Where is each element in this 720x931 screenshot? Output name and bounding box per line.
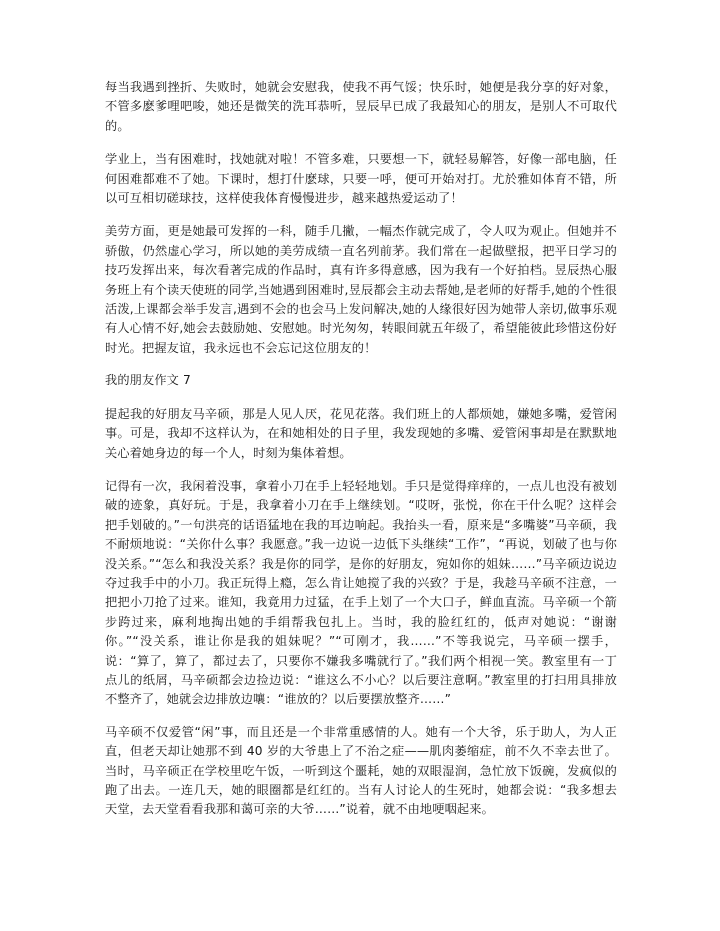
document-body <box>105 78 617 835</box>
paragraph-studies-sports: 学业上，当有困难时，找她就对啦！不管多难，只要想一下，就轻易解答，好像一部电脑，任何困难都难不了她。下课时，想打什麽球，只要一呼，便可开始对打。尤於雅如体育不错，所以可互相切磋球技，这样使我体育慢慢进步，越来越热爱运动了！ <box>105 152 617 206</box>
paragraph-friend-comfort: 每当我遇到挫折、失败时，她就会安慰我，使我不再气馁；快乐时，她便是我分享的好对象，不管多麽爹哩吧唆，她还是微笑的洗耳恭听，昱辰早已成了我最知心的朋友，是别人不可取代的。 <box>105 80 617 133</box>
paragraph-intro-ma-xinshuo: 提起我的好朋友马辛硕，那是人见人厌，花见花落。我们班上的人都烦她，嫌她多嘴，爱管闲事。可是，我却不这样认为，在和她相处的日子里，我发现她的多嘴、爱管闲事却是在默默地关心着她身边的每一个人，时刻为集体着想。 <box>105 406 617 460</box>
paragraph-uncle-story: 马辛硕不仅爱管“闲”事，而且还是一个非常重感情的人。她有一个大爷，乐于助人，为人正直，但老天却让她那不到 40 岁的大爷患上了不治之症——肌肉萎缩症，前不久不幸去世了。当时，马辛硕正在学校里吃午饭，一听到这个噩耗，她的双眼湿润，急忙放下饭碗，发疯似的跑了出去。一连几天，她的眼圈都是红红的。当有人讨论人的生死时，她都会说：“我多想去天堂，去天堂看看我那和蔼可亲的大爷……”说着，就不由地哽咽起来。 <box>105 724 617 817</box>
paragraph-art-service: 美劳方面，更是她最可发挥的一科，随手几撇，一幅杰作就完成了，令人叹为观止。但她并不骄傲，仍然虚心学习，所以她的美劳成绩一直名列前茅。我们常在一起做壁报，把平日学习的技巧发挥出来，每次看著完成的作品时，真有许多得意感，因为我有一个好拍档。昱辰热心服务班上有个读天使班的同学,当她遇到困难时,昱辰都会主动去帮她,是老师的好帮手,她的个性很活泼,上课都会举手发言,遇到不会的也会马上发问解决,她的人缘很好因为她带人亲切,做事乐观有人心情不好,她会去鼓励她、安慰她。时光匆匆，转眼间就五年级了，希望能彼此珍惜这份好时光。把握友谊，我永远也不会忘记这位朋友的！ <box>105 224 617 355</box>
essay-heading: 我的朋友作文 7 <box>105 373 191 388</box>
paragraph-knife-story: 记得有一次，我闲着没事，拿着小刀在手上轻轻地划。手只是觉得痒痒的，一点儿也没有被划破的迹象，真好玩。于是，我拿着小刀在手上继续划。“哎呀，张悦，你在干什么呢？这样会把手划破的。”一句洪亮的话语猛地在我的耳边响起。我抬头一看，原来是“多嘴婆”马辛硕，我不耐烦地说：“关你什么事？我愿意。”我一边说一边低下头继续“工作”，“再说，划破了也与你没关系。”“怎么和我没关系？我是你的同学，是你的好朋友，宛如你的姐妹……”马辛硕边说边夺过我手中的小刀。我正玩得上瘾，怎么肯让她搅了我的兴致？于是，我趁马辛硕不注意，一把把小刀抢了过来。谁知，我竟用力过猛，在手上划了一个大口子，鲜血直流。马辛硕一个箭步跨过来，麻利地掏出她的手绢帮我包扎上。当时，我的脸红红的，低声对她说：“谢谢你。”“没关系，谁让你是我的姐妹呢？”“可刚才，我……”不等我说完，马辛硕一摆手，说：“算了，算了，都过去了，只要你不嫌我多嘴就行了。”我们两个相视一笑。教室里有一丁点儿的纸屑，马辛硕都会边捡边说：“谁这么不小心？以后要注意啊。”教室里的打扫用具排放不整齐了，她就会边排放边嚷：“谁放的？以后要摆放整齐……” <box>105 478 617 707</box>
